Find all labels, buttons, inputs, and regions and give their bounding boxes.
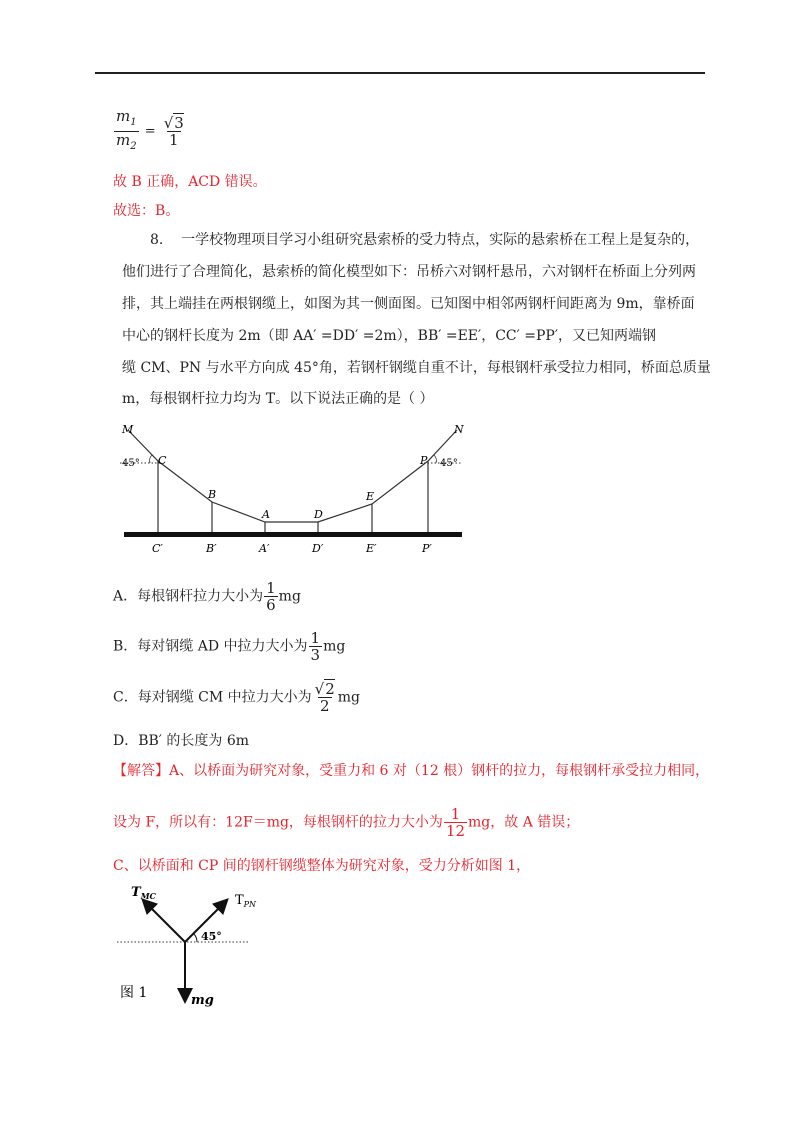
label-b-prime: B′	[206, 542, 217, 555]
angle-arc-left	[150, 455, 152, 463]
label-e-prime: E′	[366, 542, 377, 555]
label-c: C	[158, 454, 167, 467]
label-m: M	[122, 423, 134, 436]
angle-arc	[194, 934, 197, 942]
option-b: B．每对钢缆 AD 中拉力大小为 $\frac{1}{3}$ mg	[113, 629, 346, 664]
label-mg: mg	[191, 993, 214, 1008]
question-first-line: 8. 一学校物理项目学习小组研究悬索桥的受力特点，实际的悬索桥在工程上是复杂的，	[150, 232, 700, 248]
solution-line-2: 设为 F，所以有：12F＝mg，每根钢杆的拉力大小为 $\frac{1}{12}$ mg，故 A 错误；	[113, 805, 580, 840]
angle-arc-right	[434, 455, 436, 463]
suspension-bridge-diagram	[110, 418, 470, 558]
label-a-prime: A′	[259, 542, 270, 555]
question-line: 缆 CM、PN 与水平方向成 45°角，若钢杆钢缆自重不计，每根钢杆承受拉力相同，桥面总质量	[122, 360, 711, 376]
main-cable	[128, 430, 457, 522]
question-line: 中心的钢杆长度为 2m（即 AA′ =DD′ =2m），BB′ =EE′，CC′ =PP′，又已知两端钢	[122, 328, 657, 344]
bridge-deck	[124, 532, 462, 537]
label-a: A	[262, 508, 270, 521]
tension-mc-arrow	[144, 901, 185, 942]
label-p-prime: P′	[422, 542, 432, 555]
question-number: 8.	[150, 232, 164, 248]
option-d: D．BB′ 的长度为 6m	[113, 733, 250, 749]
header-rule	[95, 72, 705, 74]
option-c: C．每对钢缆 CM 中拉力大小为 $\frac{√2}{2}$ mg	[113, 680, 361, 715]
label-tmc: $T_{MC}$	[131, 885, 156, 901]
label-n: N	[454, 423, 464, 436]
label-b: B	[208, 488, 217, 501]
mass-ratio-formula: $\frac{m_1}{m_2}$ = $\frac{√3}{1}$	[113, 108, 187, 155]
force-diagram	[115, 882, 275, 1012]
conclusion-line: 故 B 正确，ACD 错误。	[113, 174, 267, 190]
solution-line-3: C、以桥面和 CP 间的钢杆钢缆整体为研究对象，受力分析如图 1，	[113, 858, 531, 874]
label-e: E	[366, 490, 375, 503]
solution-line-1: 【解答】A、以桥面为研究对象，受重力和 6 对（12 根）钢杆的拉力，每根钢杆承受拉力相同，	[113, 763, 710, 779]
label-tpn: $T_{PN}$	[235, 893, 257, 909]
angle-label-right: 45°	[440, 458, 458, 469]
label-c-prime: C′	[152, 542, 163, 555]
label-d-prime: D′	[312, 542, 324, 555]
figure-caption: 图 1	[120, 985, 148, 1001]
solution-tag: 【解答】	[113, 763, 169, 779]
angle-label: 45°	[201, 930, 222, 943]
answer-line: 故选：B。	[113, 203, 180, 219]
question-line: m，每根钢杆拉力均为 T。以下说法正确的是（ ）	[122, 391, 434, 407]
question-line: 排，其上端挂在两根钢缆上，如图为其一侧面图。已知图中相邻两钢杆间距离为 9m，靠桥面	[122, 296, 695, 312]
question-line: 他们进行了合理简化，悬索桥的简化模型如下：吊桥六对钢杆悬吊，六对钢杆在桥面上分列两	[122, 264, 696, 280]
angle-label-left: 45°	[122, 458, 140, 469]
option-a: A．每根钢杆拉力大小为 $\frac{1}{6}$ mg	[113, 579, 301, 614]
label-d: D	[314, 508, 323, 521]
label-p: P	[420, 454, 428, 467]
